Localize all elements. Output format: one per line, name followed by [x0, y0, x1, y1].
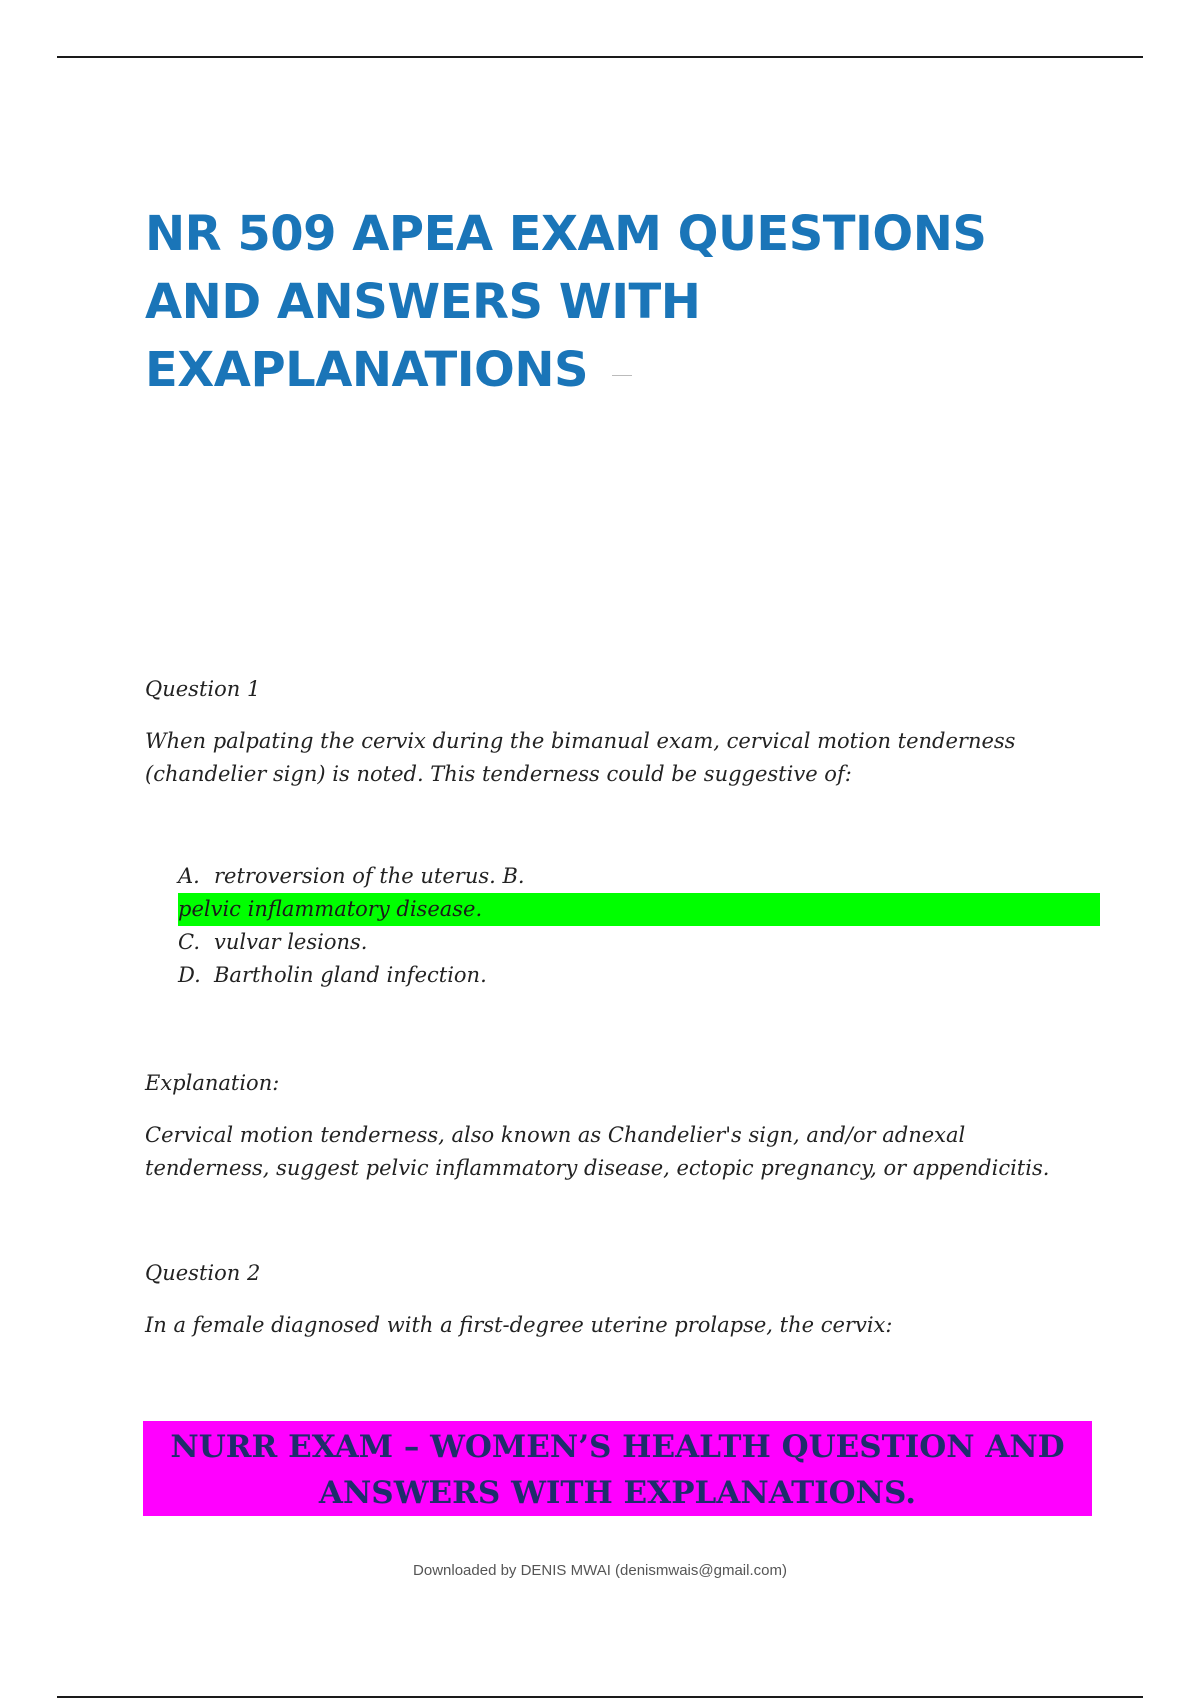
- option-letter: D.: [178, 963, 201, 987]
- option-text: retroversion of the uterus. B.: [214, 864, 525, 888]
- question-2-label: Question 2: [145, 1261, 261, 1285]
- document-title: NR 509 APEA EXAM QUESTIONS AND ANSWERS WITH EXAPLANATIONS: [145, 206, 987, 398]
- title-underline-mark: [612, 375, 632, 376]
- explanation-1-text: Cervical motion tenderness, also known as Chandelier's sign, and/or adnexal tenderness, suggest pelvic inflammatory disease, ectopic pregnancy, or appendicitis.: [145, 1123, 1050, 1180]
- download-footer: Downloaded by DENIS MWAI (denismwais@gmail.com): [413, 1562, 787, 1579]
- option-text: pelvic inflammatory disease.: [178, 897, 483, 921]
- option-b-correct-answer: [178, 893, 1100, 926]
- question-1-label: Question 1: [145, 677, 261, 701]
- question-1-options: [178, 860, 1100, 992]
- banner-line-1: NURR EXAM – WOMEN’S HEALTH QUESTION AND: [170, 1429, 1065, 1465]
- question-1-text: When palpating the cervix during the bimanual exam, cervical motion tenderness (chandelier sign) is noted. This tenderness could be suggestive of:: [145, 729, 1016, 786]
- option-text: Bartholin gland infection.: [214, 963, 487, 987]
- option-a: [178, 860, 1100, 893]
- question-2-text: In a female diagnosed with a first-degree uterine prolapse, the cervix:: [145, 1313, 893, 1337]
- bottom-rule: [57, 1696, 1143, 1698]
- option-text: vulvar lesions.: [214, 930, 368, 954]
- banner-line-2: ANSWERS WITH EXPLANATIONS.: [318, 1475, 917, 1511]
- option-d: [178, 959, 1100, 992]
- option-letter: A.: [178, 864, 200, 888]
- explanation-1-label: Explanation:: [145, 1071, 280, 1095]
- promo-banner: [143, 1421, 1092, 1516]
- top-rule: [57, 56, 1143, 58]
- option-c: [178, 926, 1100, 959]
- option-letter: C.: [178, 930, 200, 954]
